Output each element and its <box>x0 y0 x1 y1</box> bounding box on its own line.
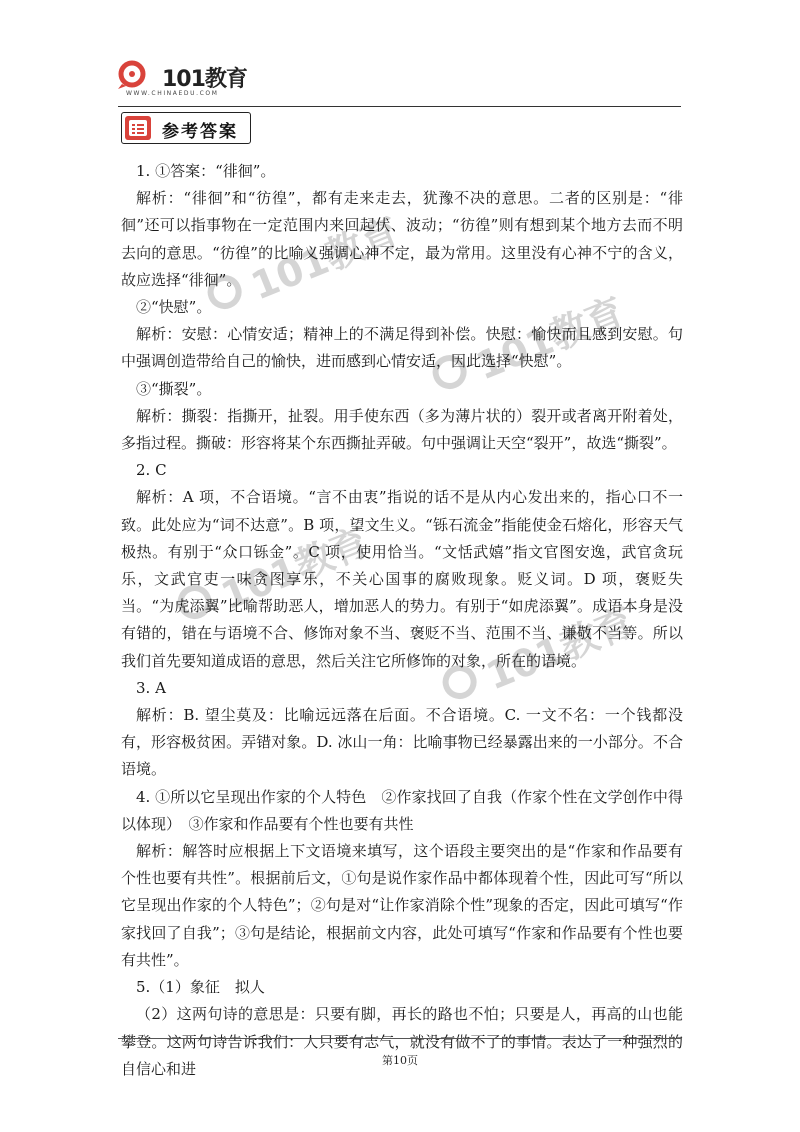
answer-item-4: 4. ①所以它呈现出作家的个人特色 ②作家找回了自我（作家个性在文学创作中得以体现） ③作家和作品要有个性也要有共性 <box>121 787 683 833</box>
logo-text: 101教育 <box>162 67 247 92</box>
brand-logo <box>118 60 258 104</box>
watermark-text: 101教育 <box>214 519 376 619</box>
explanation-paragraph: 解析：安慰：心情安适；精神上的不满足得到补偿。快慰：愉快而且感到安慰。句中强调创造带给自己的愉快，进而感到心情安适，因此选择“快慰”。 <box>121 325 683 371</box>
watermark-text: 101教育 <box>244 209 406 309</box>
logo-subtitle: WWW.CHINAEDU.COM <box>126 90 219 97</box>
watermark-text: 101教育 <box>469 289 631 389</box>
explanation-paragraph: 解析：A 项，不合语境。“言不由衷”指说的话不是从内心发出来的，指心口不一致。此处应为“词不达意”。B 项，望文生义。“铄石流金”指能使金石熔化，形容天气极热。有别于“众口铄金”。C 项，使用恰当。“文恬武嬉”指文官图安逸，武官贪玩乐，文武官吏一味贪图享乐，不关心国事的腐败现象。贬义词。D 项，褒贬失当。“为虎添翼”比喻帮助恶人，增加恶人的势力。有别于“如虎添翼”。成语本身是没有错的，错在与语境不合、修饰对象不当、褒贬不当、范围不当、谦敬不当等。所以我们首先要知道成语的意思，然后关注它所修饰的对象，所在的语境。 <box>121 488 683 670</box>
page-number: 第10页 <box>382 1054 418 1067</box>
header-divider <box>118 106 681 107</box>
section-title-box <box>121 112 251 144</box>
answer-item-1: 1. ①答案：“徘徊”。 <box>136 162 276 180</box>
explanation-paragraph: 解析：“徘徊”和“彷徨”，都有走来走去，犹豫不决的意思。二者的区别是：“徘徊”还可以指事物在一定范围内来回起伏、波动；“彷徨”则有想到某个地方去而不明去向的意思。“彷徨”的比喻义强调心神不定，最为常用。这里没有心神不宁的含义，故应选择“徘徊”。 <box>121 189 683 289</box>
logo-mark-icon <box>118 60 158 90</box>
answer-item-5: 5.（1）象征 拟人 <box>136 978 265 997</box>
footer-divider <box>118 1038 681 1039</box>
answer-item-2: 2. C <box>136 461 167 480</box>
answer-subitem: ②“快慰”。 <box>136 298 212 317</box>
explanation-paragraph: 解析：解答时应根据上下文语境来填写，这个语段主要突出的是“作家和作品要有个性也要有共性”。根据前后文，①句是说作家作品中都体现着个性，因此可写“所以它呈现出作家的个人特色”；②句是对“让作家消除个性”现象的否定，因此可填写“作家找回了自我”；③句是结论，根据前文内容，此处可填写“作家和作品要有个性也要有共性”。 <box>121 842 683 969</box>
answer-content <box>121 158 683 1083</box>
explanation-paragraph: 解析：撕裂：指撕开，扯裂。用手使东西（多为薄片状的）裂开或者离开附着处，多指过程。撕破：形容将某个东西撕扯弄破。句中强调让天空“裂开”，故选“撕裂”。 <box>121 406 683 453</box>
watermark-text: 101教育 <box>479 599 641 699</box>
list-icon <box>125 116 151 140</box>
explanation-paragraph: （2）这两句诗的意思是：只要有脚，再长的路也不怕；只要是人，再高的山也能攀登。这两句诗告诉我们：人只要有志气，就没有做不了的事情。表达了一种强烈的自信心和进 <box>121 1005 683 1078</box>
answer-subitem: ③“撕裂”。 <box>136 379 212 398</box>
section-title: 参考答案 <box>162 122 238 142</box>
answer-item-3: 3. A <box>136 678 166 697</box>
explanation-paragraph: 解析：B. 望尘莫及：比喻远远落在后面。不合语境。C. 一文不名：一个钱都没有，形容极贫困。弄错对象。D. 冰山一角：比喻事物已经暴露出来的一小部分。不合语境。 <box>121 706 683 779</box>
